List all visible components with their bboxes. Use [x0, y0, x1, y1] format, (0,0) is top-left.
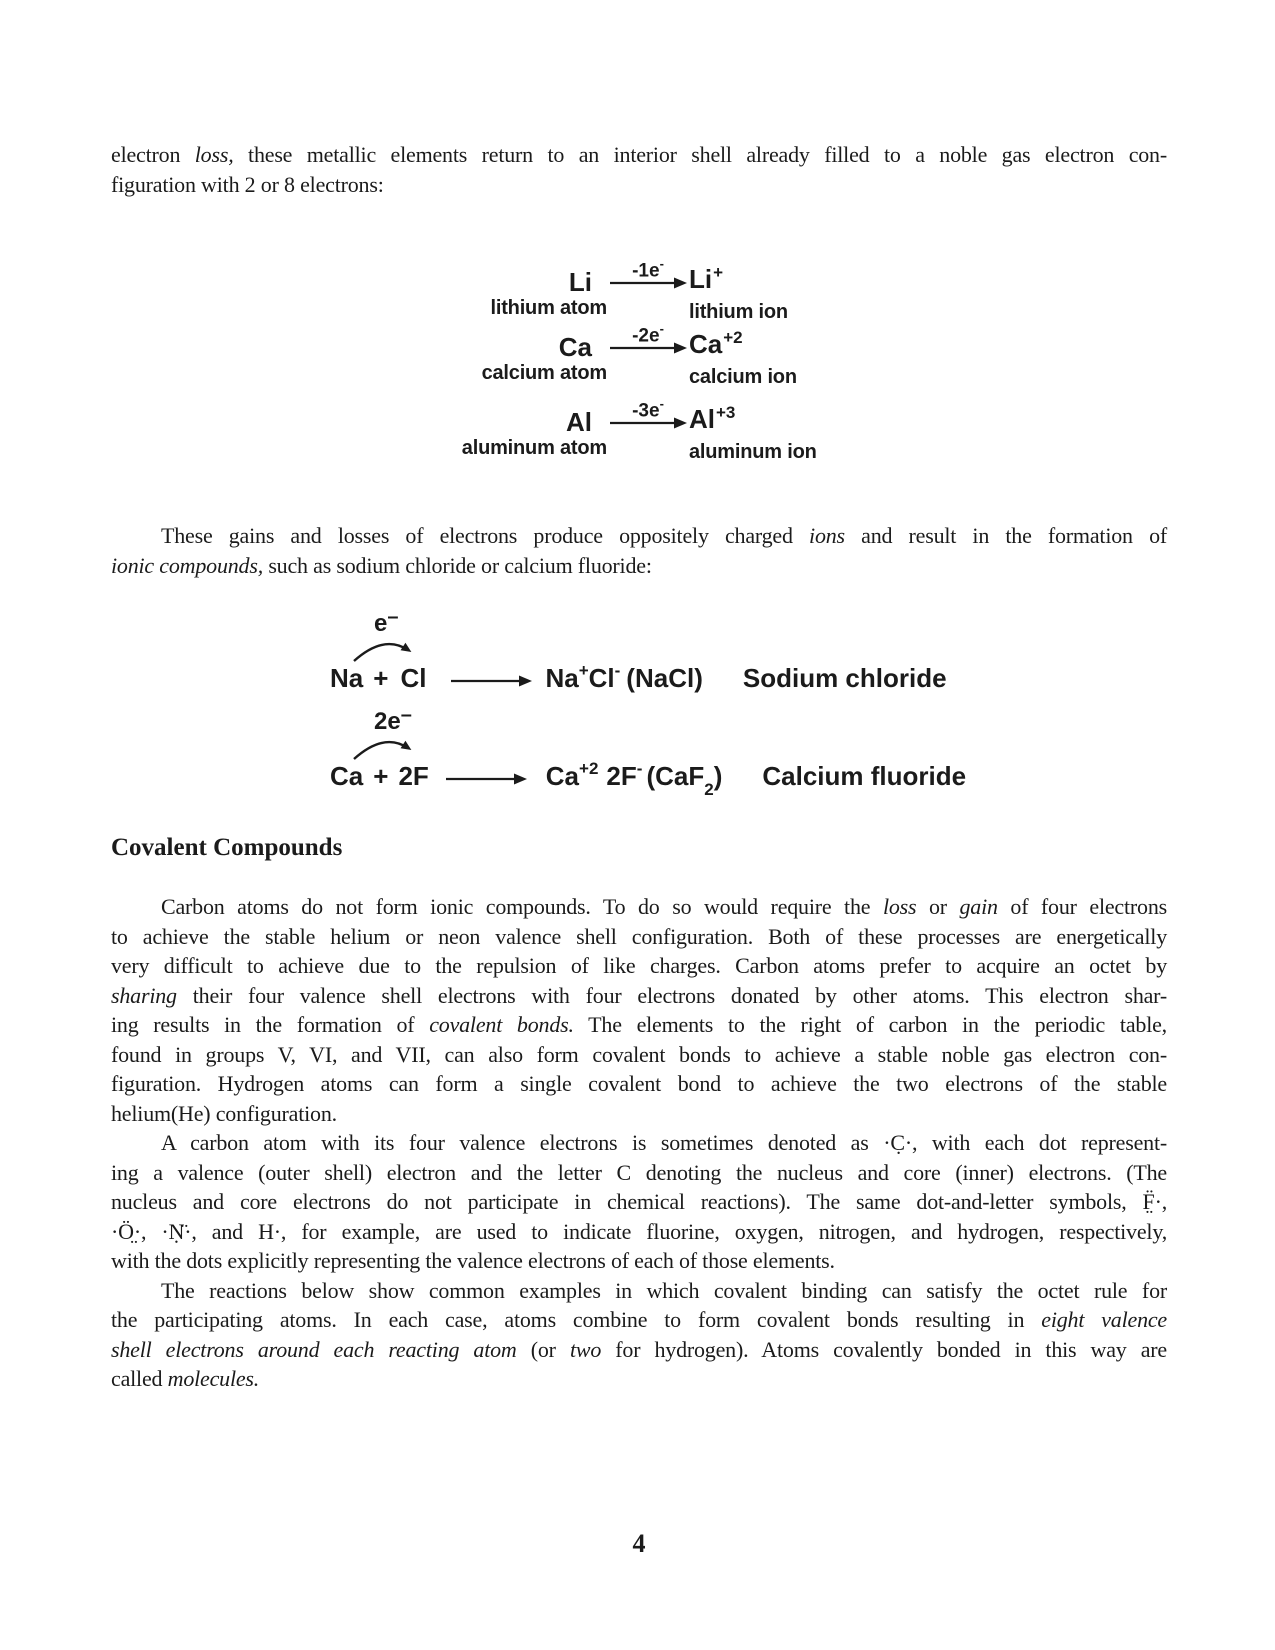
- equation-line: [330, 662, 1100, 698]
- ion-label: aluminum ion: [689, 441, 817, 463]
- ion-label: lithium ion: [689, 301, 788, 323]
- atom-cell: [400, 395, 607, 458]
- text-line: ionic compounds, such as sodium chloride or calcium fluoride:: [111, 553, 652, 578]
- ion-charge: +: [713, 263, 724, 282]
- reactant: Na: [330, 663, 364, 693]
- electron-transfer-label: 2e–: [374, 704, 412, 735]
- text-line: ing results in the formation of covalent bonds. The elements to the right of carbon in the periodic table,: [111, 1012, 1167, 1037]
- electron-transfer-label: e–: [374, 606, 399, 637]
- electron-loss-label: -3e-: [632, 396, 664, 422]
- paragraph-intro: [111, 140, 1167, 200]
- electron-loss-label: -2e-: [632, 321, 664, 347]
- ion-symbol: $Ca^{+2}$: [689, 328, 743, 359]
- product-ion: 2F-: [606, 759, 643, 791]
- section-heading: Covalent Compounds: [111, 834, 343, 861]
- compound-name: Calcium fluoride: [762, 761, 967, 791]
- ion-cell: [689, 395, 817, 462]
- curved-arrow-icon: [350, 638, 418, 662]
- text-line: ·Ö̤·, ·Ṇ̈·, and H·, for example, are used to indicate fluorine, oxygen, nitrogen, and hydrogen, respectively,: [111, 1218, 1167, 1244]
- text-line: helium(He) configuration.: [111, 1100, 337, 1126]
- atom-label: aluminum atom: [461, 437, 607, 459]
- equation-line: [330, 759, 1100, 799]
- ion-label: calcium ion: [689, 366, 797, 388]
- plus-sign: +: [373, 663, 389, 693]
- ion-symbol: $Al^{+3}$: [689, 403, 736, 434]
- text-line: ing a valence (outer shell) electron and the letter C denoting the nucleus and core (inner) electrons. (The: [111, 1159, 1167, 1185]
- reaction-row-aluminum: [400, 395, 817, 462]
- formula: (CaF$_2$): [646, 761, 723, 799]
- curved-arrow-icon: [350, 736, 418, 760]
- atom-symbol: Ca: [558, 332, 592, 362]
- product-ion: $Ca^{+2}$: [545, 759, 599, 791]
- text-line: figuration with 2 or 8 electrons:: [111, 172, 384, 197]
- right-arrow-icon: [446, 771, 528, 785]
- formula: (NaCl): [626, 663, 703, 693]
- product-ion: Na+: [545, 661, 589, 693]
- text-line: with the dots explicitly representing the valence electrons of each of those elements.: [111, 1248, 835, 1273]
- atom-symbol: Al: [566, 407, 592, 437]
- text-line: These gains and losses of electrons produce oppositely charged ions and result in the formation of: [161, 523, 1167, 548]
- text-line: found in groups V, VI, and VII, can also form covalent bonds to achieve a stable noble gas electron con-: [111, 1041, 1167, 1067]
- text-line: to achieve the stable helium or neon valence shell configuration. Both of these processes are energetically: [111, 923, 1167, 949]
- text-line: the participating atoms. In each case, atoms combine to form covalent bonds resulting in eight valence: [111, 1307, 1167, 1332]
- text-line: figuration. Hydrogen atoms can form a single covalent bond to achieve the two electrons of the stable: [111, 1071, 1167, 1096]
- arrow-cell: [607, 255, 689, 290]
- text-line: nucleus and core electrons do not participate in chemical reactions). The same dot-and-letter symbols, F̤̈·,: [111, 1189, 1167, 1214]
- plus-sign: +: [373, 761, 389, 791]
- text-line: electron loss, these metallic elements return to an interior shell already filled to a noble gas electron con-: [111, 142, 1167, 167]
- reaction-row-calcium: [400, 320, 797, 387]
- right-arrow-icon: [451, 673, 533, 687]
- ion-symbol: Li+: [689, 263, 724, 294]
- arrow-cell: [607, 320, 689, 355]
- reaction-row-lithium: [400, 255, 788, 322]
- reactant: Ca: [330, 761, 364, 791]
- ion-charge: +2: [723, 328, 743, 347]
- text-line: shell electrons around each reacting atom (or two for hydrogen). Atoms covalently bonded in this way are: [111, 1336, 1167, 1362]
- text-line: called molecules.: [111, 1366, 260, 1391]
- reactant: Cl: [400, 663, 427, 693]
- arrow-cell: [607, 395, 689, 430]
- atom-cell: [400, 320, 607, 383]
- text-line: sharing their four valence shell electrons with four electrons donated by other atoms. This electron shar-: [111, 982, 1167, 1008]
- electron-loss-label: -1e-: [632, 256, 664, 282]
- text-line: Carbon atoms do not form ionic compounds. To do so would require the loss or gain of four electrons: [161, 894, 1167, 919]
- atom-cell: [400, 255, 607, 318]
- atom-symbol: Li: [568, 267, 592, 297]
- body-text: [111, 892, 1167, 1394]
- ionic-compound-diagram: [330, 606, 1100, 799]
- ion-cell: [689, 255, 788, 322]
- ion-charge: +3: [716, 403, 736, 422]
- reaction-sodium-chloride: [330, 606, 1100, 698]
- product-ion: Cl-: [588, 661, 621, 693]
- reactant: 2F: [398, 761, 429, 791]
- compound-name: Sodium chloride: [742, 663, 947, 693]
- ion-cell: [689, 320, 797, 387]
- paragraph-ions: [111, 521, 1167, 581]
- text-line: A carbon atom with its four valence electrons is sometimes denoted as ·C̣·, with each dot represent-: [161, 1130, 1167, 1155]
- atom-label: calcium atom: [481, 362, 607, 384]
- page-number: 4: [632, 1529, 646, 1558]
- text-line: The reactions below show common examples in which covalent binding can satisfy the octet rule for: [161, 1277, 1167, 1303]
- text-line: very difficult to achieve due to the repulsion of like charges. Carbon atoms prefer to acquire an octet by: [111, 953, 1167, 978]
- atom-label: lithium atom: [490, 297, 607, 319]
- reaction-calcium-fluoride: [330, 704, 1100, 799]
